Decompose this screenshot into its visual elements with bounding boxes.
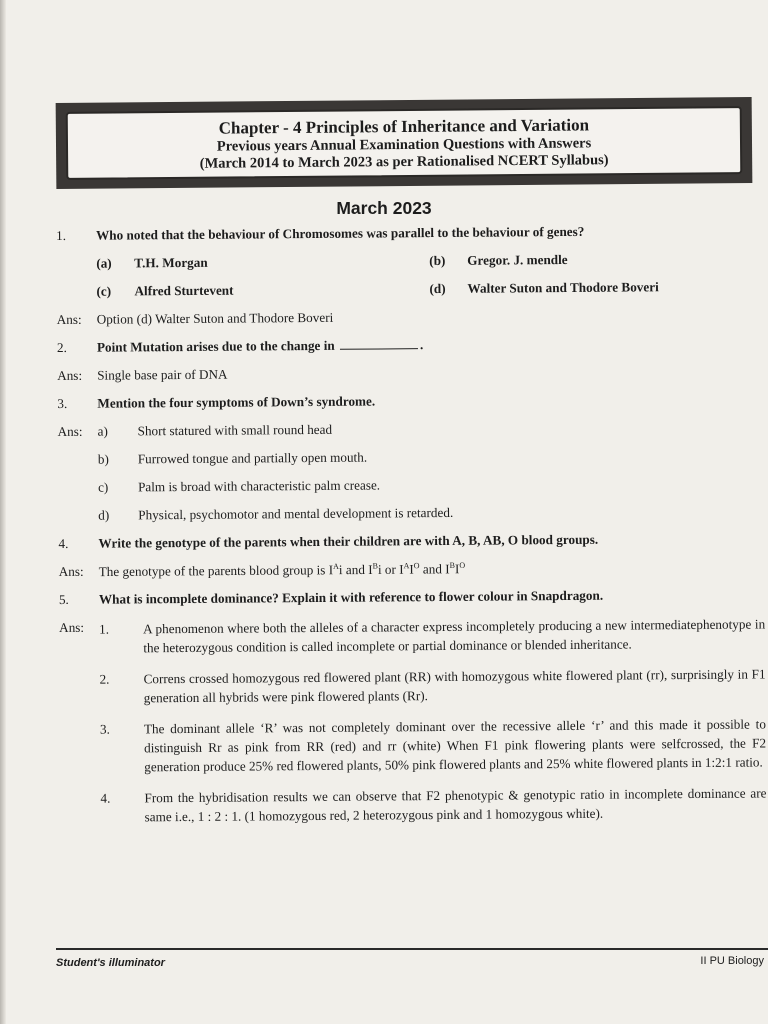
option-letter: (b) bbox=[429, 252, 446, 269]
answer-2 bbox=[57, 362, 763, 384]
option-letter: (d) bbox=[429, 280, 446, 297]
answer-4 bbox=[59, 558, 765, 580]
fill-in-blank bbox=[340, 348, 418, 350]
answer-3 bbox=[58, 418, 765, 536]
option-c bbox=[96, 281, 429, 300]
explanation-point bbox=[100, 715, 766, 777]
question-text bbox=[97, 337, 423, 356]
point-text: A phenomenon where both the alleles of a character express incompletely producing a new intermediatephenotype in the heterozygous condition is called incomplete or partial dominance or blended inheritance. bbox=[143, 616, 766, 656]
symptom-text: Physical, psychomotor and mental development is retarded. bbox=[138, 504, 454, 523]
symptom-letter: a) bbox=[97, 423, 108, 439]
chapter-banner bbox=[56, 97, 753, 189]
answer-label: Ans: bbox=[58, 563, 84, 579]
page-edge bbox=[0, 0, 6, 1024]
point-text: The dominant allele ‘R’ was not completely dominant over the recessive allele ‘r’ and this made it possible to distinguish Rr as pink from RR (red) and rr (white) When F1 pink flowering plants were selfcrossed, the F2 generation produce 25% red flowered plants, 50% pink flowered plants and 25% white flowered plants in 1:2:1 ratio. bbox=[143, 716, 767, 775]
symptom-text: Furrowed tongue and partially open mouth. bbox=[137, 449, 368, 467]
genotype-part: i bbox=[338, 562, 343, 578]
genotype-intro: The genotype of the parents blood group is I bbox=[98, 562, 334, 580]
question-number: 1. bbox=[56, 227, 67, 243]
chapter-banner-box bbox=[66, 106, 743, 180]
answer-text bbox=[99, 561, 466, 580]
question-list bbox=[56, 222, 767, 839]
symptom-text: Palm is broad with characteristic palm crease. bbox=[137, 477, 381, 495]
question-1 bbox=[56, 222, 762, 244]
allele-superscript: O bbox=[413, 561, 420, 571]
symptom-item bbox=[98, 418, 764, 439]
question-3 bbox=[57, 390, 763, 412]
allele-superscript: B bbox=[449, 560, 455, 570]
point-text: Correns crossed homozygous red flowered plant (RR) with homozygous white flowered plant (rr), surprisingly in F1 generation all hybrids were pink flowered plants (Rr). bbox=[143, 666, 766, 706]
section-heading: March 2023 bbox=[336, 198, 432, 218]
answer-label: Ans: bbox=[57, 423, 83, 439]
question-5 bbox=[59, 587, 765, 609]
symptom-letter: b) bbox=[97, 451, 109, 467]
footer-subject: II PU Biology bbox=[700, 955, 764, 967]
question-2 bbox=[57, 334, 763, 356]
explanation-point bbox=[99, 615, 765, 658]
question-number: 5. bbox=[58, 592, 69, 608]
question-text: Mention the four symptoms of Down’s syndrome. bbox=[97, 393, 376, 411]
point-text: From the hybridisation results we can observe that F2 phenotypic & genotypic ratio in incomplete dominance are same i.e., 1 : 2 : 1. (1 homozygous red, 2 heterozygous pink and 1 homozygous white). bbox=[144, 785, 767, 825]
question-text: Who noted that the behaviour of Chromosomes was parallel to the behaviour of genes? bbox=[95, 223, 585, 243]
question-text: Write the genotype of the parents when their children are with A, B, AB, O blood groups. bbox=[98, 531, 599, 551]
explanation-point bbox=[99, 665, 765, 708]
symptom-text: Short statured with small round head bbox=[137, 421, 333, 439]
answer-label: Ans: bbox=[59, 620, 85, 636]
symptom-letter: c) bbox=[97, 479, 109, 495]
footer-rule bbox=[56, 948, 768, 950]
question-text-before-blank: Point Mutation arises due to the change in bbox=[96, 337, 335, 355]
option-b bbox=[429, 250, 762, 269]
option-letter: (a) bbox=[96, 255, 112, 271]
chapter-syllabus-range: (March 2014 to March 2023 as per Rationalised NCERT Syllabus) bbox=[199, 152, 609, 172]
genotype-part: I bbox=[445, 561, 450, 577]
answer-label: Ans: bbox=[57, 367, 83, 383]
symptom-item bbox=[98, 446, 764, 467]
option-text: Gregor. J. mendle bbox=[467, 251, 568, 268]
genotype-conjunction: and bbox=[419, 561, 446, 577]
option-text: Alfred Sturtevent bbox=[134, 282, 234, 299]
explanation-list bbox=[99, 615, 767, 839]
allele-superscript: O bbox=[459, 560, 466, 570]
symptom-list bbox=[98, 418, 765, 535]
option-letter: (c) bbox=[96, 283, 112, 299]
genotype-part: I bbox=[409, 561, 414, 577]
question-1-options bbox=[96, 250, 762, 311]
allele-superscript: B bbox=[372, 561, 378, 571]
symptom-item bbox=[98, 474, 764, 495]
point-number: 2. bbox=[99, 671, 110, 688]
genotype-part: i or bbox=[377, 561, 400, 577]
symptom-letter: d) bbox=[98, 507, 110, 523]
question-number: 2. bbox=[56, 339, 67, 355]
point-number: 4. bbox=[100, 790, 111, 807]
allele-superscript: A bbox=[333, 561, 339, 571]
question-text: What is incomplete dominance? Explain it with reference to flower colour in Snapdragon. bbox=[98, 588, 604, 608]
answer-label: Ans: bbox=[56, 311, 82, 327]
chapter-title: Chapter - 4 Principles of Inheritance and Variation bbox=[218, 115, 590, 138]
genotype-part: I bbox=[368, 561, 373, 577]
option-text: Walter Suton and Thodore Boveri bbox=[467, 279, 659, 296]
genotype-conjunction: and bbox=[342, 561, 369, 578]
symptom-item bbox=[98, 502, 764, 523]
question-number: 4. bbox=[58, 535, 69, 551]
genotype-part: I bbox=[399, 561, 404, 577]
question-number: 3. bbox=[57, 395, 68, 411]
footer-publisher: Student's illuminator bbox=[56, 957, 165, 969]
question-text-end: . bbox=[419, 337, 424, 353]
genotype-part: I bbox=[454, 561, 460, 577]
answer-5 bbox=[59, 615, 767, 840]
chapter-subtitle: Previous years Annual Examination Questions with Answers bbox=[216, 135, 592, 155]
allele-superscript: A bbox=[403, 561, 410, 571]
point-number: 3. bbox=[99, 721, 110, 738]
explanation-point bbox=[100, 784, 766, 827]
option-d bbox=[429, 278, 762, 297]
point-number: 1. bbox=[99, 621, 110, 638]
option-text: T.H. Morgan bbox=[134, 254, 208, 271]
answer-text: Single base pair of DNA bbox=[97, 366, 228, 383]
option-a bbox=[96, 253, 429, 272]
answer-text: Option (d) Walter Suton and Thodore Boveri bbox=[96, 309, 334, 327]
